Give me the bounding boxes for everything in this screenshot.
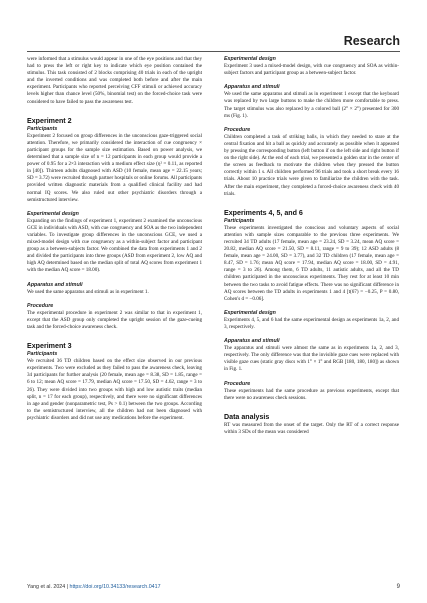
doi-link[interactable]: https://doi.org/10.34133/research.0417 bbox=[69, 584, 161, 590]
exp456-procedure-heading: Procedure bbox=[224, 380, 251, 387]
exp456-participants-heading: Participants bbox=[224, 217, 255, 224]
exp3-participants-heading: Participants bbox=[27, 351, 58, 358]
exp3-procedure-text: Children completed a task of striking balls, in which they needed to stare at the central fixation and hit a ball as quickly and accurately as possible when it appeared by pressing the corresponding button (left button if on the left side and right button if on the right side). At the end of each trial, we presented a golden star in the center of the screen as feedback to motivate the children when they pressed the button correctly within 1 s. All children performed 96 trials and took a short break every 16 trials. About 10 practice trials were given to familiarize the children with the task. After the main experiment, they completed a forced-choice awareness check with 40 trials. bbox=[224, 133, 399, 197]
data-analysis-heading: Data analysis bbox=[224, 412, 270, 421]
right-column bbox=[224, 56, 399, 436]
exp2-design-text: Expanding on the findings of experiment 1, experiment 2 examined the unconscious GCE in individuals with ASD, with cue congruency and SOA as the two independent variables. To investigate group differences in the unconscious GCE, we used a mixed-model design with cue congruency as a within-subject factor and participant group as a between-subjects factor. We combined the data from experiments 1 and 2 and divided the participants into three groups (ASD from experiment 2, low AQ and high AQ determined based on the median split of total AQ scores from experiment 1 with the median AQ score = 18.00). bbox=[27, 217, 202, 274]
exp3-procedure-heading: Procedure bbox=[224, 126, 251, 133]
citation-text: Yang et al. 2024 | bbox=[27, 584, 70, 590]
exp2-participants-heading: Participants bbox=[27, 125, 58, 132]
experiment2-heading: Experiment 2 bbox=[27, 116, 72, 125]
exp2-design-heading: Experimental design bbox=[27, 210, 79, 217]
exp2-procedure-text: The experimental procedure in experiment 2 was similar to that in experiment 1, except that the ASD group only completed the upright session of the gaze-cueing task and the forced-choice awareness check. bbox=[27, 309, 202, 330]
exp456-apparatus-heading: Apparatus and stimuli bbox=[224, 338, 280, 345]
exp2-procedure-heading: Procedure bbox=[27, 302, 54, 309]
exp3-apparatus-heading: Apparatus and stimuli bbox=[224, 84, 280, 91]
experiment3-heading: Experiment 3 bbox=[27, 342, 72, 351]
intro-paragraph: were informed that a stimulus would appear in one of the eye positions and that they had to press the left or right key to indicate which eye position contained the stimulus. This task consisted of 2 blocks comprising 40 trials in each of the upright and the inverted conditions and was completed both before and after the main experiment. Participants who reported perceiving CFF stimuli or achieved accuracy levels higher than chance level (50%, binomial test) on the forced-choice task were considered to have failed to pass the awareness test. bbox=[27, 56, 202, 105]
exp456-procedure-text: These experiments had the same procedure as previous experiments, except that there were no awareness check sessions. bbox=[224, 387, 399, 401]
exp456-design-heading: Experimental design bbox=[224, 309, 276, 316]
header-rule bbox=[27, 51, 400, 52]
journal-name: Research bbox=[343, 34, 400, 48]
data-analysis-text: RT was measured from the onset of the target. Only the RT of a correct response within 3 SDs of the mean was considered bbox=[224, 421, 399, 435]
page-header bbox=[0, 0, 427, 54]
page-number: 9 bbox=[396, 584, 400, 590]
exp2-participants-text: Experiment 2 focused on group differences in the unconscious gaze-triggered social attention. Therefore, we primarily considered the interaction of cue congruency × participant groups for the sample size estimation. Based on power analysis, we determined that a sample size of n = 12 participants in each group would provide a power of 0.95 for a 2×3 interaction with a medium effect size (η² = 0.11, as reported in [40]). Thirteen adults diagnosed with ASD (10 female, mean age = 22.15 years; SD = 3.72) were recruited through partner hospitals or online forums. All participants provided written diagnostic materials from a qualified clinical facility and had normal IQ scores. We also ruled out other psychiatric disorders through a semistructured interview. bbox=[27, 132, 202, 203]
exp3-participants-text: We recruited 36 TD children based on the effect size observed in our previous experiments. Two were excluded as they failed to pass the awareness check, leaving 34 participants for further analysis (20 female, mean age = 8.38, SD = 1.85, range = 6 to 12; mean AQ score = 17.79, median AQ score = 17.50, SD = 4.62, range = 3 to 26). They were divided into two groups with high and low autistic traits (median split, n = 17 for each group), respectively, and there were no significant differences in age and gender (nonparametric test, Ps > 0.1) between the two groups. According to the semistructured interview, all the children had not been diagnosed with psychiatric disorders and did not use any medications before the experiment. bbox=[27, 358, 202, 421]
exp2-apparatus-heading: Apparatus and stimuli bbox=[27, 281, 83, 288]
exp456-apparatus-text: The apparatus and stimuli were almost the same as in experiments 1a, 2, and 3, respectively. The only difference was that the invisible gaze cues were replaced with visible gaze cues (static gray discs with 1° × 1° and RGB [180, 180, 180]) as shown in Fig. 1. bbox=[224, 345, 399, 373]
exp3-design-heading: Experimental design bbox=[224, 56, 276, 62]
exp3-apparatus-text: We used the same apparatus and stimuli as in experiment 1 except that the keyboard was replaced by two large buttons to make the children more comfortable to press. The target stimulus was also replaced by a colored ball (2° × 2°) presented for 300 ms (Fig. 1). bbox=[224, 91, 399, 119]
exp3-design-text: Experiment 3 used a mixed-model design, with cue congruency and SOA as within-subject factors and participant group as a between-subject factor. bbox=[224, 63, 399, 77]
exp456-design-text: Experiments 4, 5, and 6 had the same experimental design as experiments 1a, 2, and 3, respectively. bbox=[224, 316, 399, 330]
citation bbox=[27, 584, 161, 590]
exp456-participants-text: These experiments investigated the conscious and voluntary aspects of social attention with sample sizes comparable to the previous three experiments. We recruited 34 TD adults (17 female, mean age = 23.24, SD = 3.24, mean AQ score = 20.82, median AQ score = 21.50, SD = 8.11, range = 9 to 39); 12 ASD adults (8 female, mean age = 24.00, SD = 3.77), and 32 TD children (17 female, mean age = 8.47, SD = 1.76; mean AQ score = 17.94, median AQ score = 18.00, SD = 4.91, range = 3 to 26). Among them, 6 TD adults, 11 autistic adults, and all the TD children participated in the unconscious experiments. They rest for at least 10 min between the two tasks to avoid fatigue effects. There was no significant difference in AQ scores between the TD adults in experiments 1 and 4 [t(67) = −0.25, P = 0.80, Cohen's d = −0.06]. bbox=[224, 224, 399, 302]
experiments456-heading: Experiments 4, 5, and 6 bbox=[224, 208, 303, 217]
exp2-apparatus-text: We used the same apparatus and stimuli as in experiment 1. bbox=[27, 288, 149, 295]
left-column bbox=[27, 56, 202, 422]
